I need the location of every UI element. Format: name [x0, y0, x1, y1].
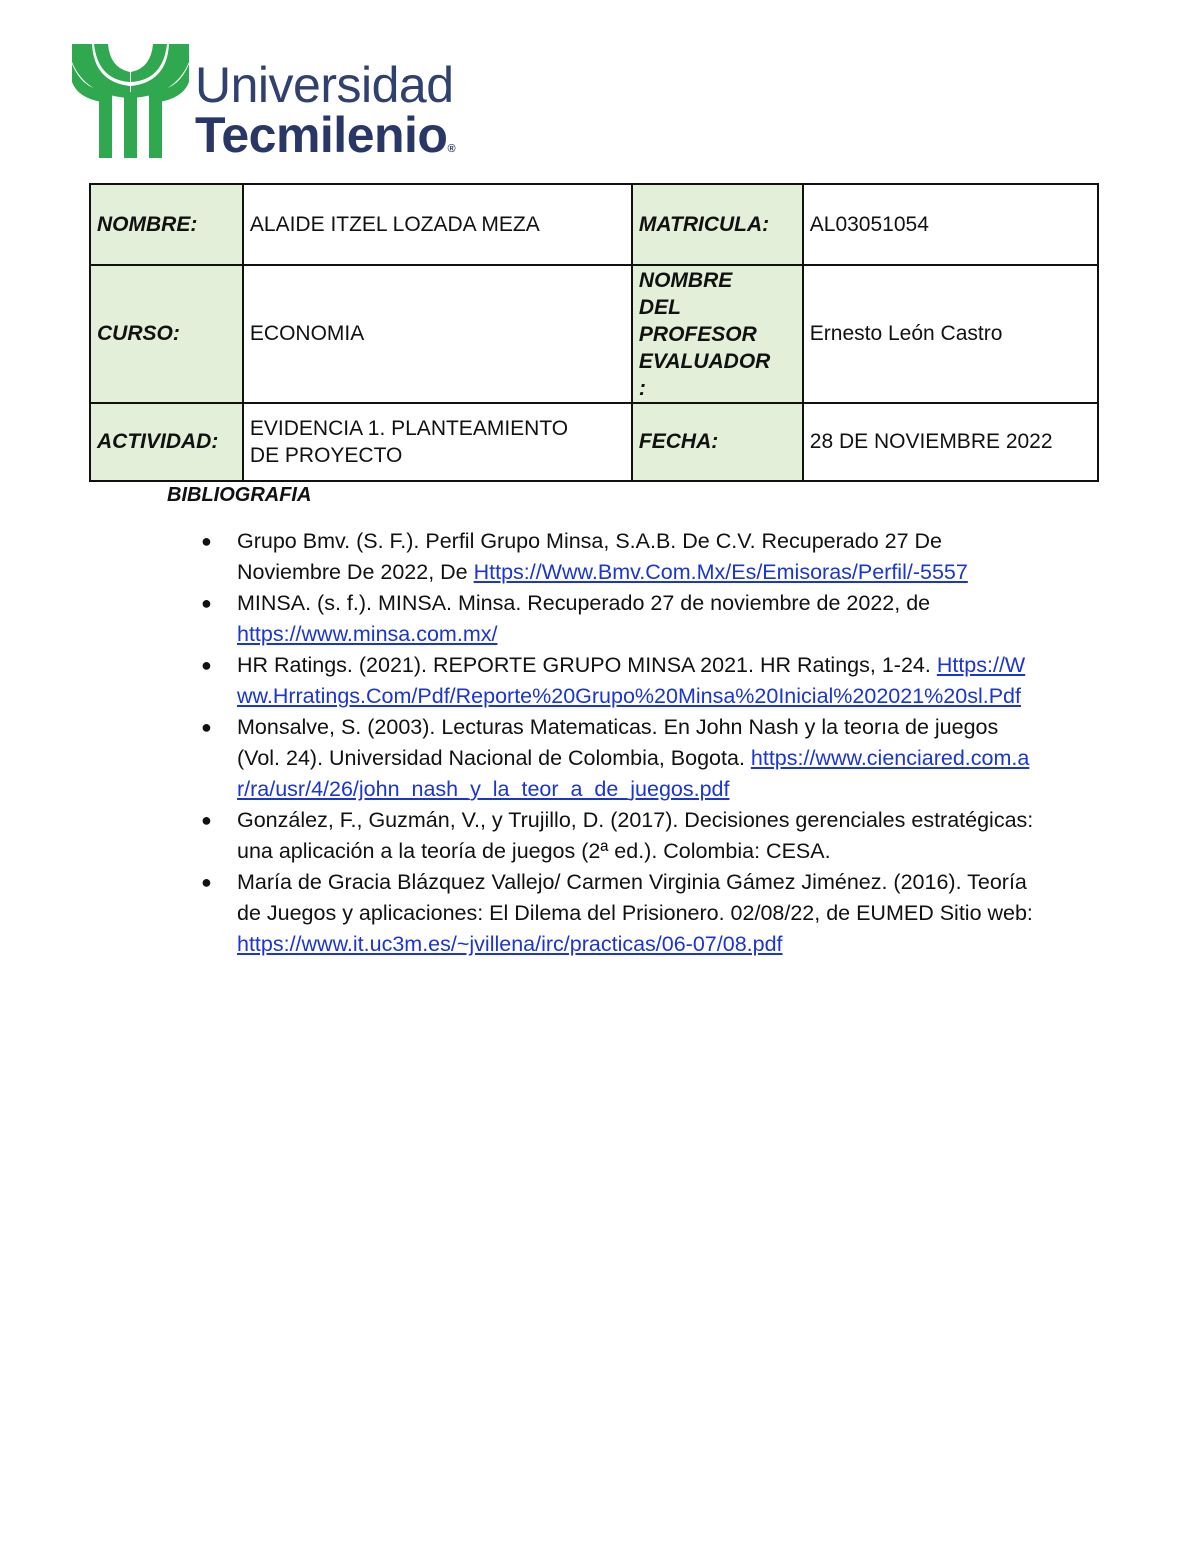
matricula-value: AL03051054 — [803, 184, 1098, 265]
tecmilenio-emblem-icon — [72, 42, 190, 160]
info-row-nombre — [90, 184, 1098, 265]
ref-text: González, F., Guzmán, V., y Trujillo, D. (2017). Decisiones gerenciales estratégicas: una aplicación a la teoría de juegos (2ª ed.). Colombia: CESA. — [237, 808, 1034, 863]
ref-link[interactable]: https://www.it.uc3m.es/~jvillena/irc/practicas/06-07/08.pdf — [237, 932, 783, 956]
info-row-curso — [90, 265, 1098, 403]
profesor-value: Ernesto León Castro — [803, 265, 1098, 403]
bibliography-list — [201, 526, 1035, 960]
ref-text: Monsalve, S. (2003). Lecturas Matematicas. En John Nash y la teorıa de juegos (Vol. 24). Universidad Nacional de Colombia, Bogota. — [237, 715, 999, 770]
ref-link[interactable]: Https://Www.Hrratings.Com/Pdf/Reporte%20Grupo%20Minsa%20Inicial%202021%20sl.Pdf — [237, 653, 1026, 708]
ref-link[interactable]: https://www.cienciared.com.ar/ra/usr/4/26/john_nash_y_la_teor_a_de_juegos.pdf — [237, 746, 1030, 801]
list-item — [201, 712, 1035, 805]
student-info-table — [89, 183, 1099, 482]
bullet-icon: ● — [201, 810, 212, 830]
university-logo — [72, 42, 502, 162]
actividad-label: ACTIVIDAD: — [90, 403, 243, 481]
fecha-value: 28 DE NOVIEMBRE 2022 — [803, 403, 1098, 481]
list-item — [201, 526, 1035, 588]
bullet-icon: ● — [201, 717, 212, 737]
list-item — [201, 867, 1035, 960]
profesor-label: NOMBRE DEL PROFESOR EVALUADOR : — [632, 265, 803, 403]
ref-text: Grupo Bmv. (S. F.). Perfil Grupo Minsa, S.A.B. De C.V. Recuperado 27 De Noviembre De 2022, De — [237, 529, 943, 584]
ref-link[interactable]: https://www.minsa.com.mx/ — [237, 622, 498, 646]
info-row-actividad — [90, 403, 1098, 481]
ref-text: HR Ratings. (2021). REPORTE GRUPO MINSA 2021. HR Ratings, 1-24. — [237, 653, 937, 677]
bullet-icon: ● — [201, 593, 212, 613]
registered-mark: ® — [447, 143, 456, 155]
actividad-value: EVIDENCIA 1. PLANTEAMIENTO DE PROYECTO — [243, 403, 632, 481]
ref-text: MINSA. (s. f.). MINSA. Minsa. Recuperado 27 de noviembre de 2022, de — [237, 591, 931, 615]
curso-label: CURSO: — [90, 265, 243, 403]
ref-link[interactable]: Https://Www.Bmv.Com.Mx/Es/Emisoras/Perfil/-5557 — [473, 560, 968, 584]
list-item — [201, 650, 1035, 712]
fecha-label: FECHA: — [632, 403, 803, 481]
curso-value: ECONOMIA — [243, 265, 632, 403]
list-item — [201, 805, 1035, 867]
matricula-label: MATRICULA: — [632, 184, 803, 265]
list-item — [201, 588, 1035, 650]
bullet-icon: ● — [201, 531, 212, 551]
bibliography-heading: BIBLIOGRAFIA — [167, 484, 312, 506]
nombre-label: NOMBRE: — [90, 184, 243, 265]
logo-line-tecmilenio: Tecmilenio® — [195, 107, 456, 163]
bullet-icon: ● — [201, 872, 212, 892]
ref-text: María de Gracia Blázquez Vallejo/ Carmen Virginia Gámez Jiménez. (2016). Teoría de Juegos y aplicaciones: El Dilema del Prisionero. 02/08/22, de EUMED Sitio web: — [237, 870, 1033, 925]
logo-line-universidad: Universidad — [195, 57, 454, 113]
nombre-value: ALAIDE ITZEL LOZADA MEZA — [243, 184, 632, 265]
bullet-icon: ● — [201, 655, 212, 675]
